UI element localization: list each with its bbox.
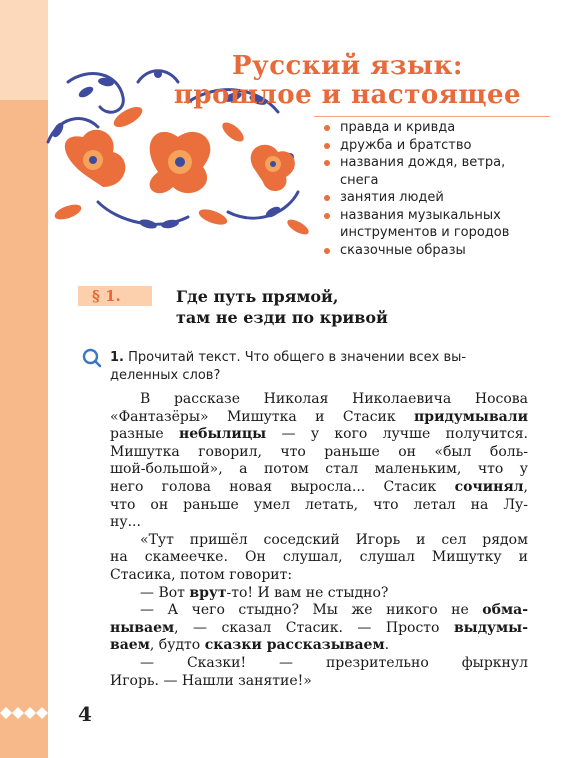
text-line: «Фантазёры» Мишутка и Стасик придумывали bbox=[110, 408, 528, 425]
section-title: Где путь прямой, там не езди по кривой bbox=[176, 287, 388, 327]
reading-text bbox=[110, 391, 528, 690]
topic-item-continued: инструментов и городов bbox=[340, 225, 510, 240]
text-line: ну... bbox=[110, 514, 141, 531]
topic-item: занятия людей bbox=[322, 189, 509, 207]
task-text: 1. Прочитай текст. Что общего в значении всех вы- деленных слов? bbox=[110, 350, 467, 383]
topic-item: дружба и братство bbox=[322, 137, 509, 155]
text-line: — Сказки! — презрительно фыркнул bbox=[140, 654, 528, 671]
section-number: § 1. bbox=[92, 287, 121, 305]
highlighted-word: ваем bbox=[110, 637, 150, 654]
page-number: 4 bbox=[78, 702, 92, 726]
bullet-icon bbox=[324, 125, 330, 131]
text-line: что он раньше умел летать, что летал на Лу- bbox=[110, 496, 528, 513]
text-line: разные небылицы — у кого лучше получится. bbox=[110, 426, 529, 443]
topic-item: названия дождя, ветра, bbox=[322, 154, 509, 172]
magnifier-icon bbox=[82, 348, 102, 368]
text-line: шой-большой», а потом стал маленьким, что у bbox=[110, 461, 528, 478]
text-line: Мишутка говорил, что раньше он «был боль- bbox=[110, 443, 528, 460]
highlighted-word: выдумы- bbox=[453, 619, 528, 636]
title-line-1: Русский язык: bbox=[232, 51, 463, 81]
text-line: него голова новая выросла... Стасик сочинял, bbox=[110, 478, 528, 495]
text-line: В рассказе Николая Николаевича Носова bbox=[140, 391, 528, 407]
text-line: «Тут пришёл соседский Игорь и сел рядом bbox=[140, 531, 528, 548]
highlighted-word: придумывали bbox=[414, 408, 528, 425]
page-title bbox=[150, 52, 545, 110]
highlighted-word: обма- bbox=[482, 602, 528, 619]
highlighted-word: нываем bbox=[110, 619, 175, 636]
topic-item: правда и кривда bbox=[322, 119, 509, 137]
topic-item: сказочные образы bbox=[322, 242, 509, 260]
bullet-icon bbox=[324, 195, 330, 201]
bullet-icon bbox=[324, 143, 330, 149]
text-line: ваем, будто сказки рассказываем. bbox=[110, 637, 390, 654]
text-line: нываем, — сказал Стасик. — Просто выдумы- bbox=[110, 619, 528, 636]
highlighted-word: врут bbox=[189, 584, 227, 601]
text-line: — Вот врут-то! И вам не стыдно? bbox=[140, 584, 389, 601]
diamond-pattern-icon bbox=[0, 706, 48, 720]
title-divider bbox=[314, 116, 550, 117]
text-line: — А чего стыдно? Мы же никого не обма- bbox=[140, 602, 528, 619]
bullet-icon bbox=[324, 213, 330, 219]
highlighted-word: сочинял bbox=[454, 478, 524, 495]
text-line: на скамеечке. Он слушал, слушал Мишутку и bbox=[110, 549, 528, 566]
title-line-2: прошлое и настоящее bbox=[173, 80, 522, 110]
highlighted-word: сказки рассказываем bbox=[204, 637, 385, 654]
bullet-icon bbox=[324, 248, 330, 254]
topics-list bbox=[322, 119, 509, 259]
text-line: Стасика, потом говорит: bbox=[110, 566, 293, 583]
text-line: Игорь. — Нашли занятие!» bbox=[110, 672, 312, 689]
topic-item-continued: снега bbox=[340, 172, 379, 188]
topic-item: названия музыкальных bbox=[322, 207, 509, 225]
highlighted-word: небылицы bbox=[179, 426, 267, 443]
task-number: 1. bbox=[110, 350, 124, 365]
bullet-icon bbox=[324, 160, 330, 166]
